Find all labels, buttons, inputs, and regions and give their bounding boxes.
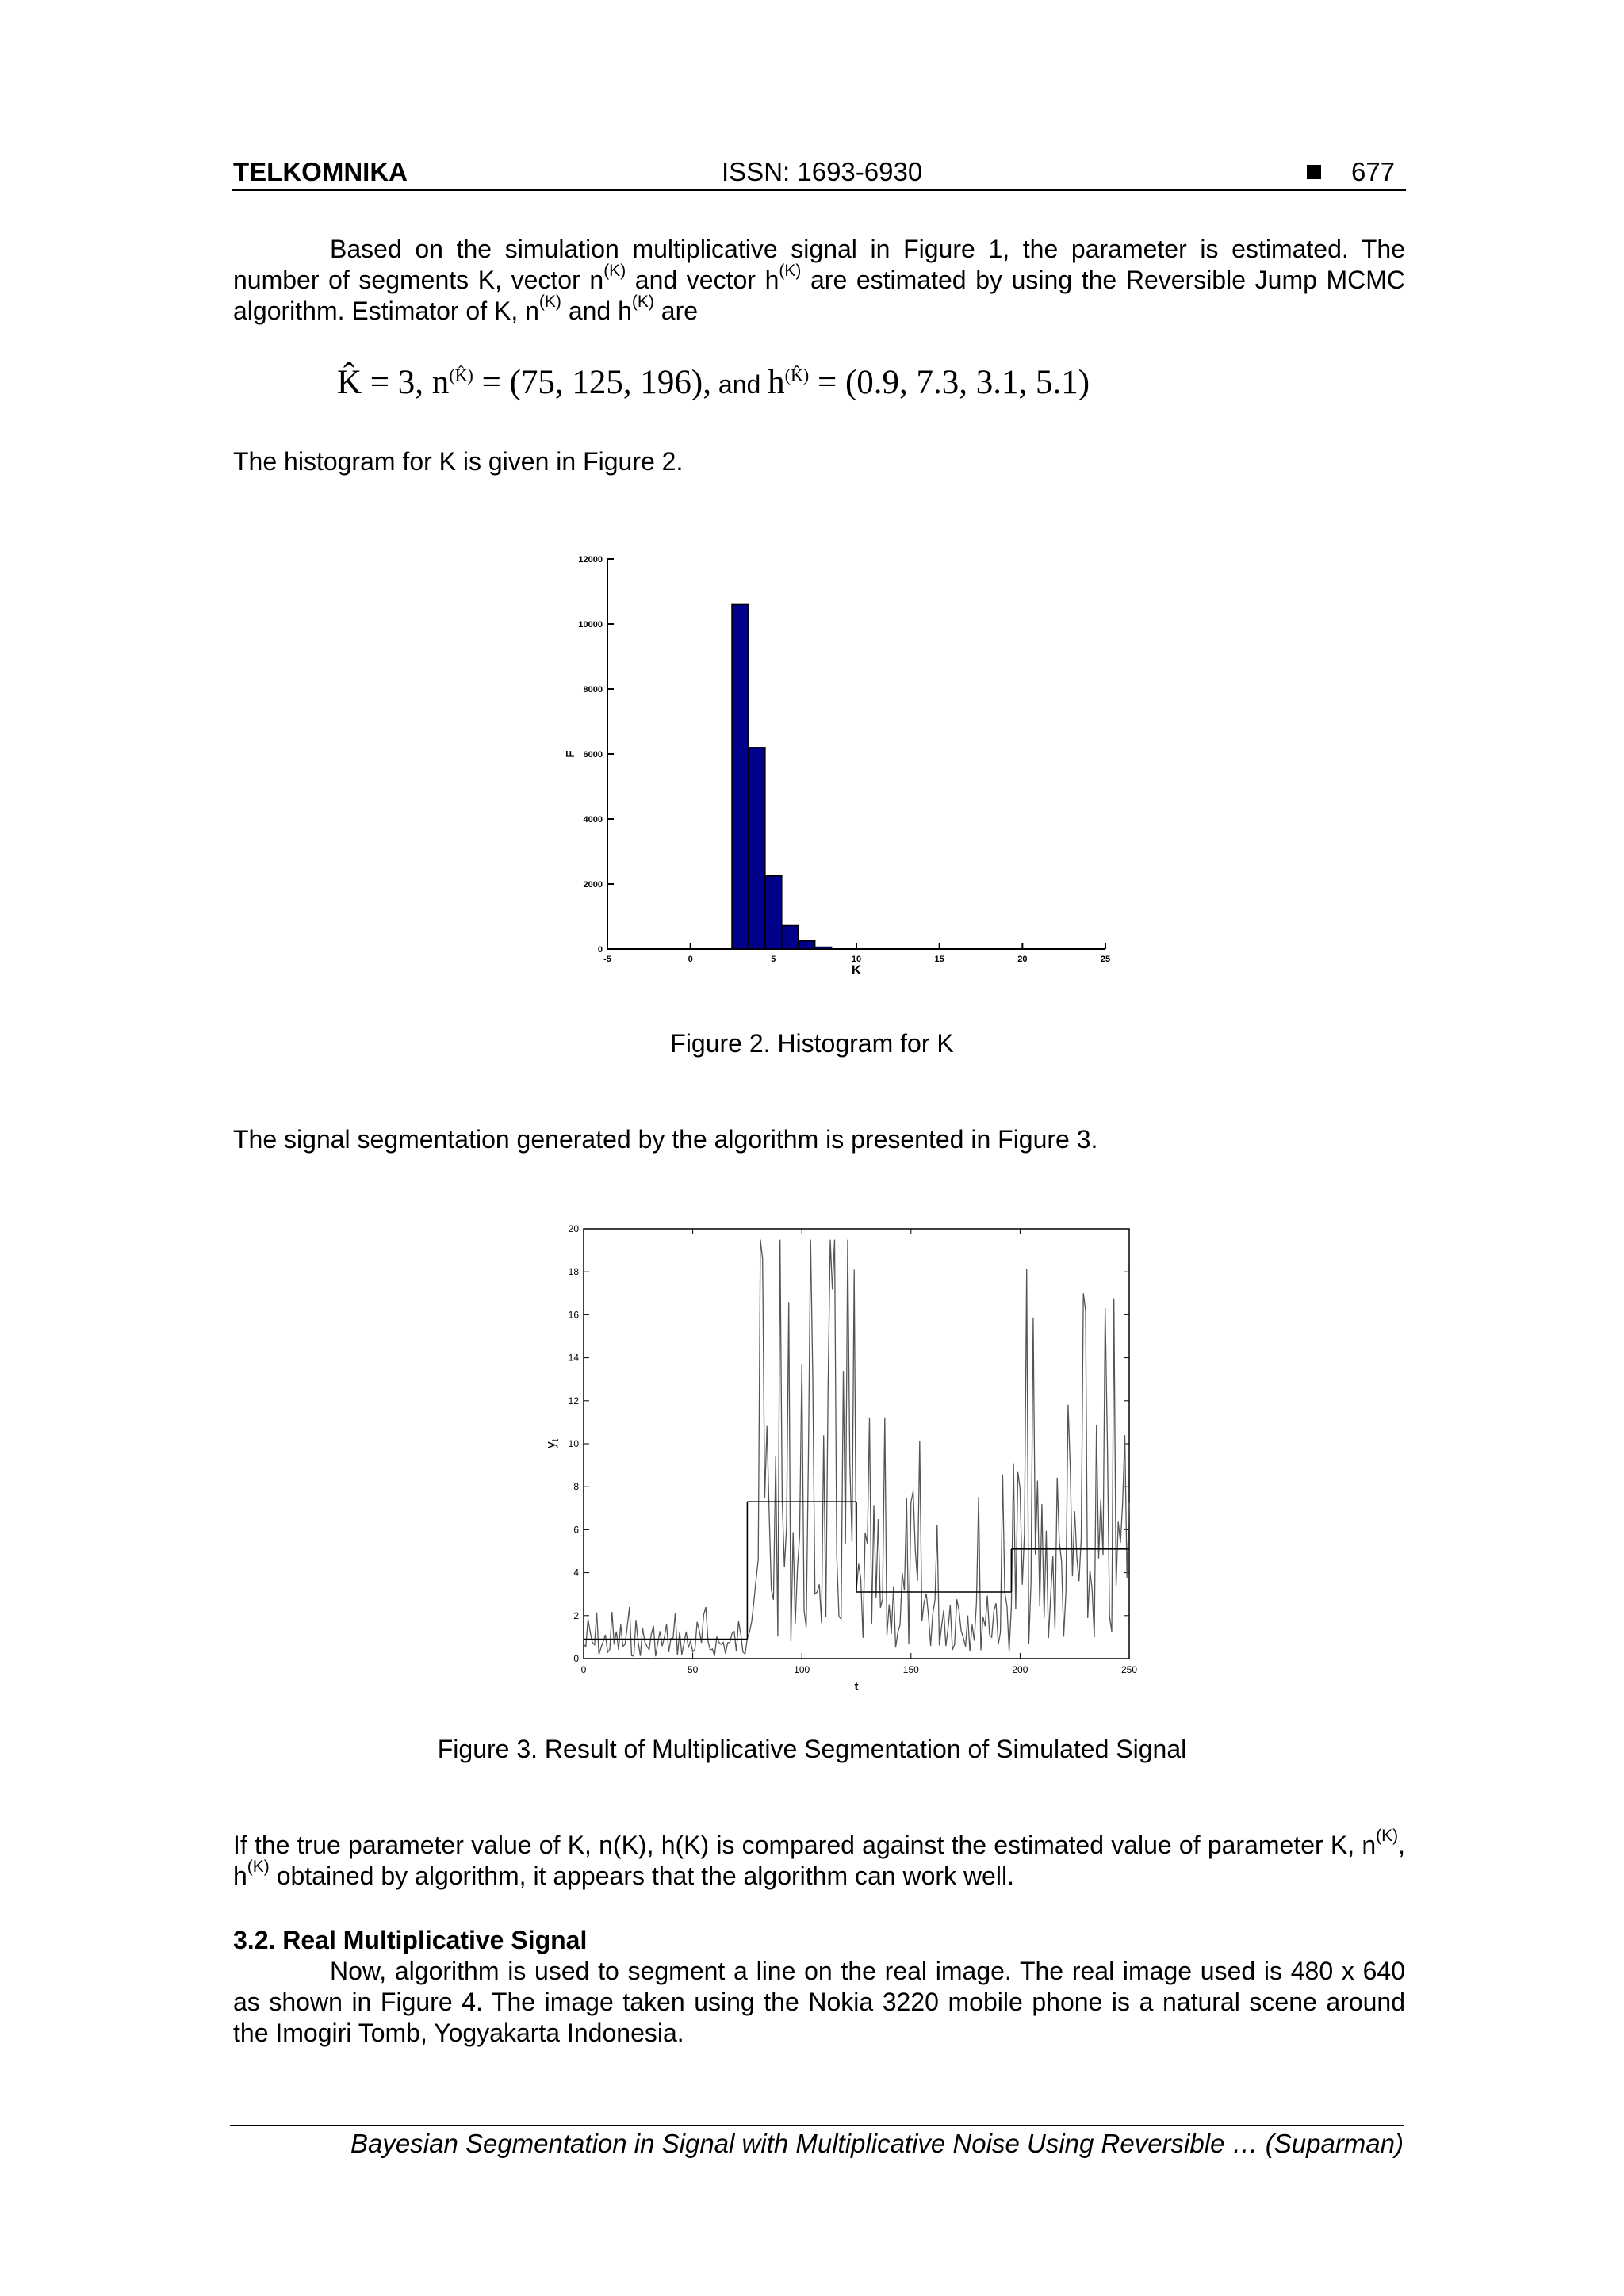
x-tick-label: 50 xyxy=(687,1664,699,1675)
x-tick-label: 10 xyxy=(851,955,862,964)
y-tick-label: 12 xyxy=(568,1395,579,1406)
y-tick-label: 8000 xyxy=(583,685,603,695)
y-tick-label: 14 xyxy=(568,1352,579,1364)
signal-line xyxy=(584,1240,1129,1657)
x-tick-label: 5 xyxy=(771,955,776,964)
page-number: 677 xyxy=(1351,157,1396,186)
estimator-equation: K̂ = 3, $n^{(K̂)} = (75$, 125, 196), and $h^{(K̂)} = (0.9$, 7.3, 3.1, 5.1) xyxy=(337,364,1090,401)
x-tick-label: 0 xyxy=(580,1664,587,1675)
histogram-bar xyxy=(765,876,782,949)
figure-3-caption: Figure 3. Result of Multiplicative Segmentation of Simulated Signal xyxy=(437,1735,1187,1763)
section-paragraph: Now, algorithm is used to segment a line on the real image. The real image used is 480 x 640 as shown in Figure 4. The image taken using the Nokia 3220 mobile phone is a natural scene around the Imogiri Tomb, Yogyakarta Indonesia. xyxy=(233,1957,1405,2047)
footer-rule xyxy=(230,2125,1404,2126)
histogram-bar xyxy=(749,748,765,949)
y-tick-label: 8 xyxy=(573,1481,579,1493)
y-tick-label: 0 xyxy=(573,1653,579,1664)
bullet-square-icon xyxy=(1307,165,1321,179)
paragraph-3: The signal segmentation generated by the algorithm is presented in Figure 3. xyxy=(233,1125,1098,1154)
paragraph-1: Based on the simulation multiplicative signal in Figure 1, the parameter is estimated. The number of segments K, vector $n^{(K)}$ and vector $h^{(K)}$ are estimated by using the Reversible Jump MCMC algorithm. Estimator of K, $n^{(K)}$ and $h^{(K)}$ are xyxy=(233,235,1406,325)
y-tick-label: 0 xyxy=(597,945,603,955)
x-tick-label: 250 xyxy=(1120,1664,1138,1675)
segmentation-chart xyxy=(531,1219,1150,1703)
x-tick-label: 20 xyxy=(1017,955,1028,964)
y-axis-label: $y_t$ xyxy=(543,1439,561,1448)
y-tick-label: 10000 xyxy=(578,620,603,629)
x-tick-label: 200 xyxy=(1012,1664,1028,1675)
header-rule xyxy=(232,189,1406,191)
y-tick-label: 10 xyxy=(568,1438,579,1449)
y-tick-label: 4000 xyxy=(583,815,603,825)
x-tick-label: 100 xyxy=(794,1664,810,1675)
histogram-chart xyxy=(539,547,1126,991)
x-tick-label: 0 xyxy=(688,955,693,964)
y-tick-label: 6000 xyxy=(583,750,603,760)
paragraph-2: The histogram for K is given in Figure 2. xyxy=(233,447,684,476)
paragraph-4: If the true parameter value of K, n(K), h(K) is compared against the estimated value of parameter K, $n^{(K)}$, $h^{(K)}$ obtained by algorithm, it appears that the algorithm can work well. xyxy=(233,1827,1406,1890)
y-tick-label: 20 xyxy=(568,1223,579,1234)
histogram-bar xyxy=(732,604,749,949)
journal-name: TELKOMNIKA xyxy=(233,157,408,186)
histogram-bar xyxy=(815,947,832,949)
x-axis-label: t xyxy=(854,1680,859,1693)
figure-2-caption: Figure 2. Histogram for K xyxy=(670,1029,954,1058)
y-tick-label: 6 xyxy=(573,1524,579,1536)
x-axis-label: K xyxy=(851,962,862,978)
y-tick-label: 16 xyxy=(568,1309,579,1321)
x-tick-label: 25 xyxy=(1100,955,1111,964)
y-tick-label: 2 xyxy=(573,1609,579,1621)
footer-text: Bayesian Segmentation in Signal with Multiplicative Noise Using Reversible … (Suparman) xyxy=(350,2129,1404,2158)
y-tick-label: 2000 xyxy=(583,880,603,890)
page-number-block xyxy=(1307,156,1395,188)
section-heading: 3.2. Real Multiplicative Signal xyxy=(233,1926,588,1954)
histogram-bar xyxy=(782,925,799,949)
y-tick-label: 12000 xyxy=(578,555,603,564)
y-tick-label: 4 xyxy=(573,1567,579,1578)
y-tick-label: 18 xyxy=(568,1266,579,1278)
histogram-bar xyxy=(799,941,815,949)
y-axis-label: F xyxy=(564,750,577,758)
x-tick-label: -5 xyxy=(603,955,611,964)
issn: ISSN: 1693-6930 xyxy=(722,157,923,186)
x-tick-label: 150 xyxy=(902,1664,919,1675)
x-tick-label: 15 xyxy=(934,955,944,964)
